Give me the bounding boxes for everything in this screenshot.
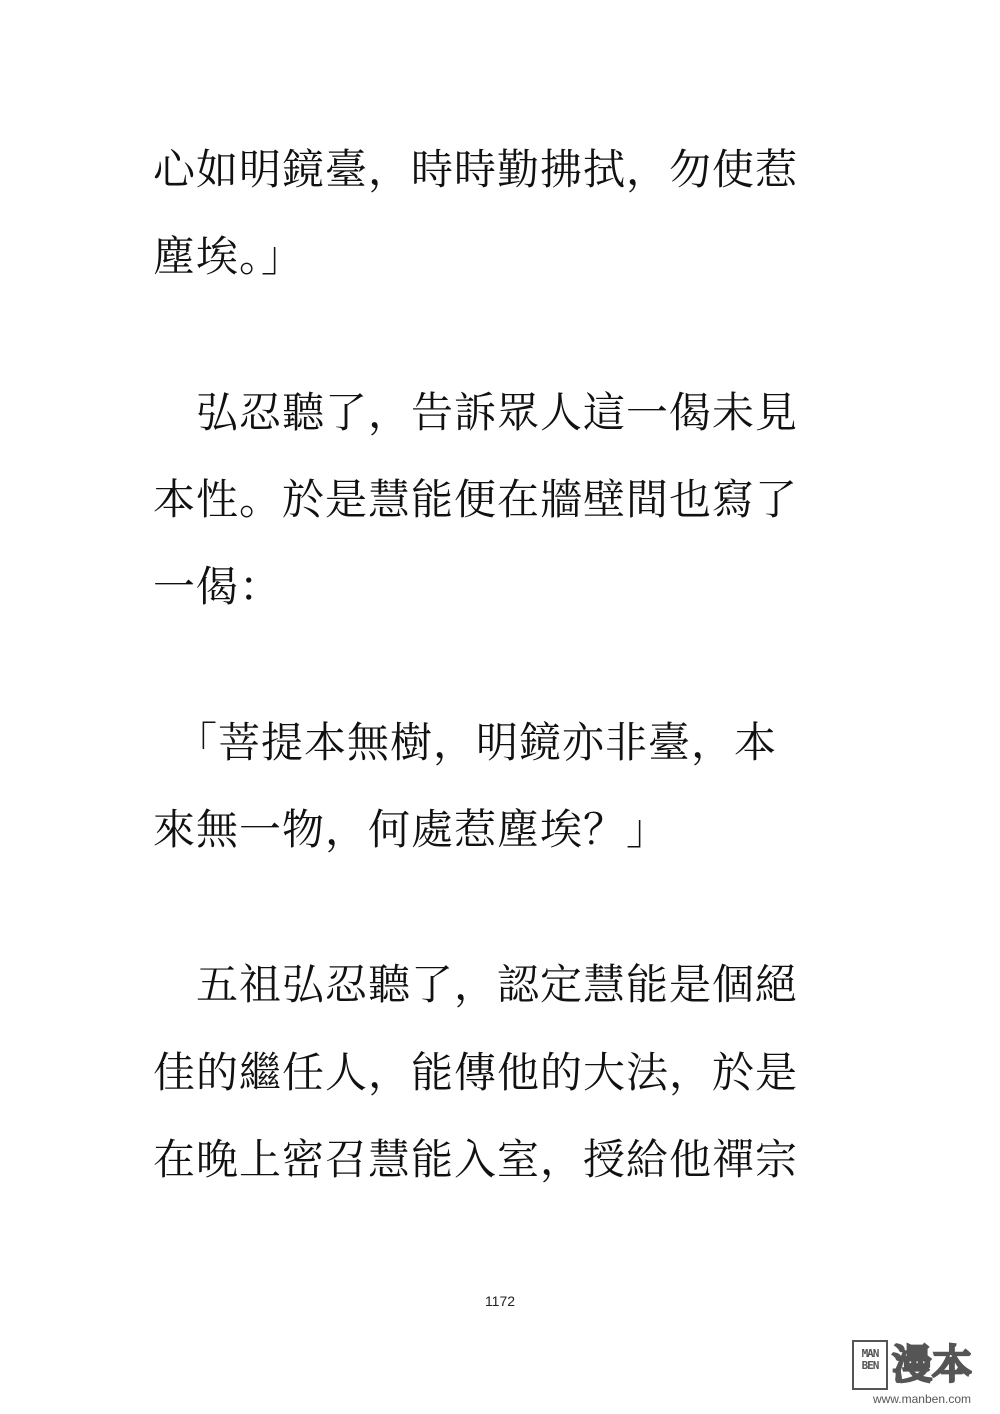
text-line: 本性。於是慧能便在牆壁間也寫了 (153, 475, 799, 524)
watermark-logo-box: MAN BEN (852, 1340, 888, 1390)
text-line: 塵埃。」 (153, 232, 305, 281)
text-line: 心如明鏡臺，時時勤拂拭，勿使惹 (153, 145, 799, 194)
text-line: 佳的繼任人，能傳他的大法，於是 (153, 1048, 799, 1097)
watermark-url: www.manben.com (872, 1392, 972, 1406)
text-line: 一偈： (153, 562, 283, 611)
text-line: 在晚上密召慧能入室，授給他禪宗 (153, 1135, 799, 1184)
text-line: 弘忍聽了，告訴眾人這一偈未見 (153, 388, 799, 437)
watermark-logo-chars: 漫本 (892, 1342, 972, 1388)
text-line: 來無一物，何處惹塵埃？」 (153, 805, 670, 854)
text-line: 「菩提本無樹，明鏡亦非臺，本 (153, 718, 778, 767)
page-number: 1172 (484, 1293, 516, 1309)
text-line: 五祖弘忍聽了，認定慧能是個絕 (153, 960, 799, 1009)
watermark-logo (852, 1340, 992, 1406)
